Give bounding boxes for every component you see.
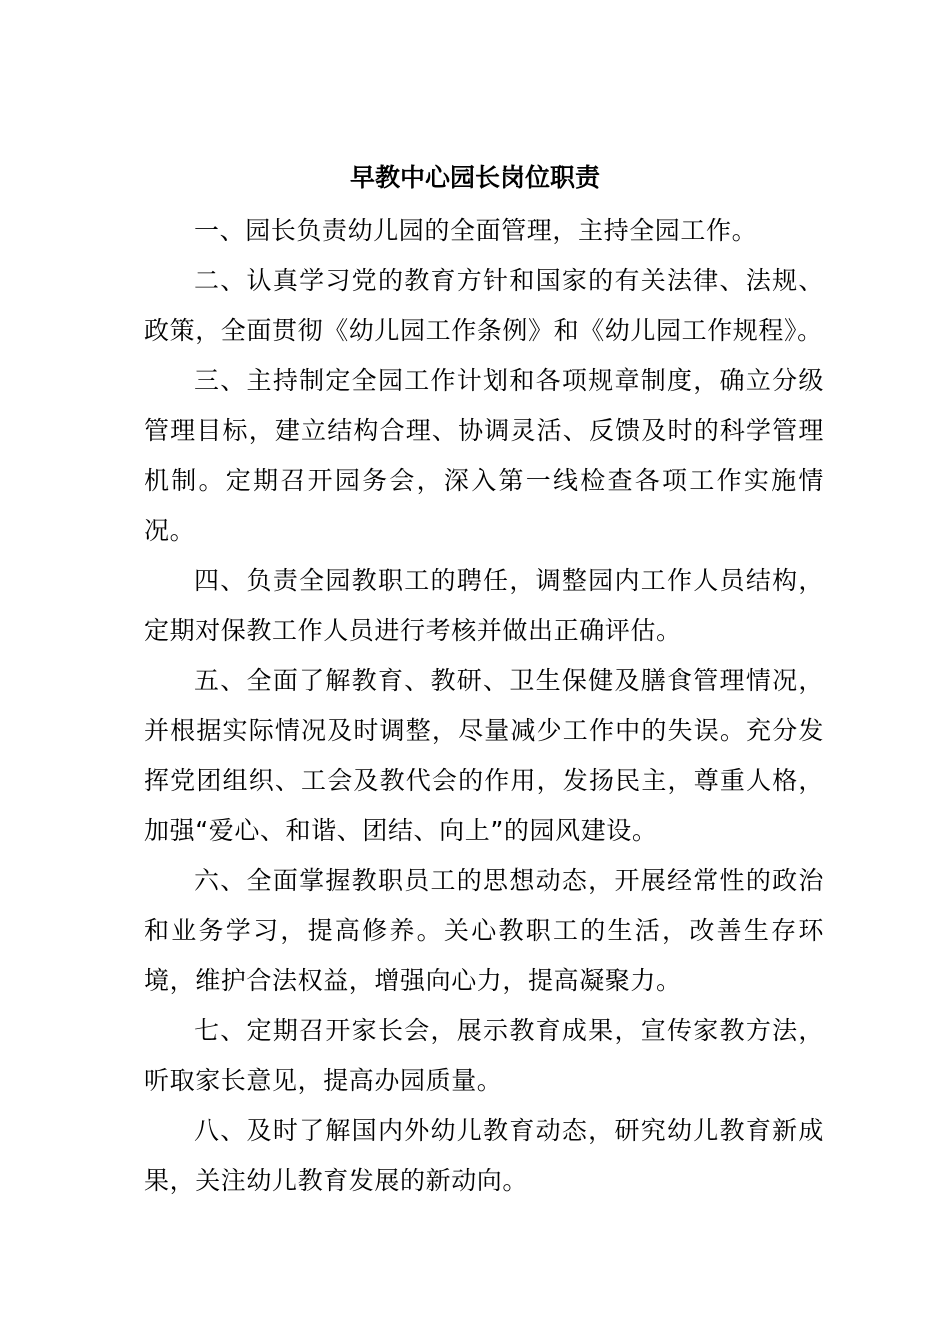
- document-body: [144, 206, 824, 1206]
- paragraph-4: 四、负责全园教职工的聘任，调整园内工作人员结构，定期对保教工作人员进行考核并做出正确评估。: [144, 566, 824, 645]
- document-title: 早教中心园长岗位职责: [349, 163, 600, 192]
- paragraph-5: 五、全面了解教育、教研、卫生保健及膳食管理情况，并根据实际情况及时调整，尽量减少工作中的失误。充分发挥党团组织、工会及教代会的作用，发扬民主，尊重人格，加强“爱心、和谐、团结、向上”的园风建设。: [144, 666, 824, 845]
- paragraph-6: 六、全面掌握教职员工的思想动态，开展经常性的政治和业务学习，提高修养。关心教职工的生活，改善生存环境，维护合法权益，增强向心力，提高凝聚力。: [144, 866, 824, 995]
- paragraph-2: 二、认真学习党的教育方针和国家的有关法律、法规、政策，全面贯彻《幼儿园工作条例》和《幼儿园工作规程》。: [144, 266, 824, 345]
- paragraph-7: 七、定期召开家长会，展示教育成果，宣传家教方法，听取家长意见，提高办园质量。: [144, 1016, 824, 1095]
- paragraph-3: 三、主持制定全园工作计划和各项规章制度，确立分级管理目标，建立结构合理、协调灵活、反馈及时的科学管理机制。定期召开园务会，深入第一线检查各项工作实施情况。: [144, 366, 824, 545]
- paragraph-1: 一、园长负责幼儿园的全面管理，主持全园工作。: [194, 216, 758, 245]
- paragraph-8: 八、及时了解国内外幼儿教育动态，研究幼儿教育新成果，关注幼儿教育发展的新动向。: [144, 1116, 824, 1195]
